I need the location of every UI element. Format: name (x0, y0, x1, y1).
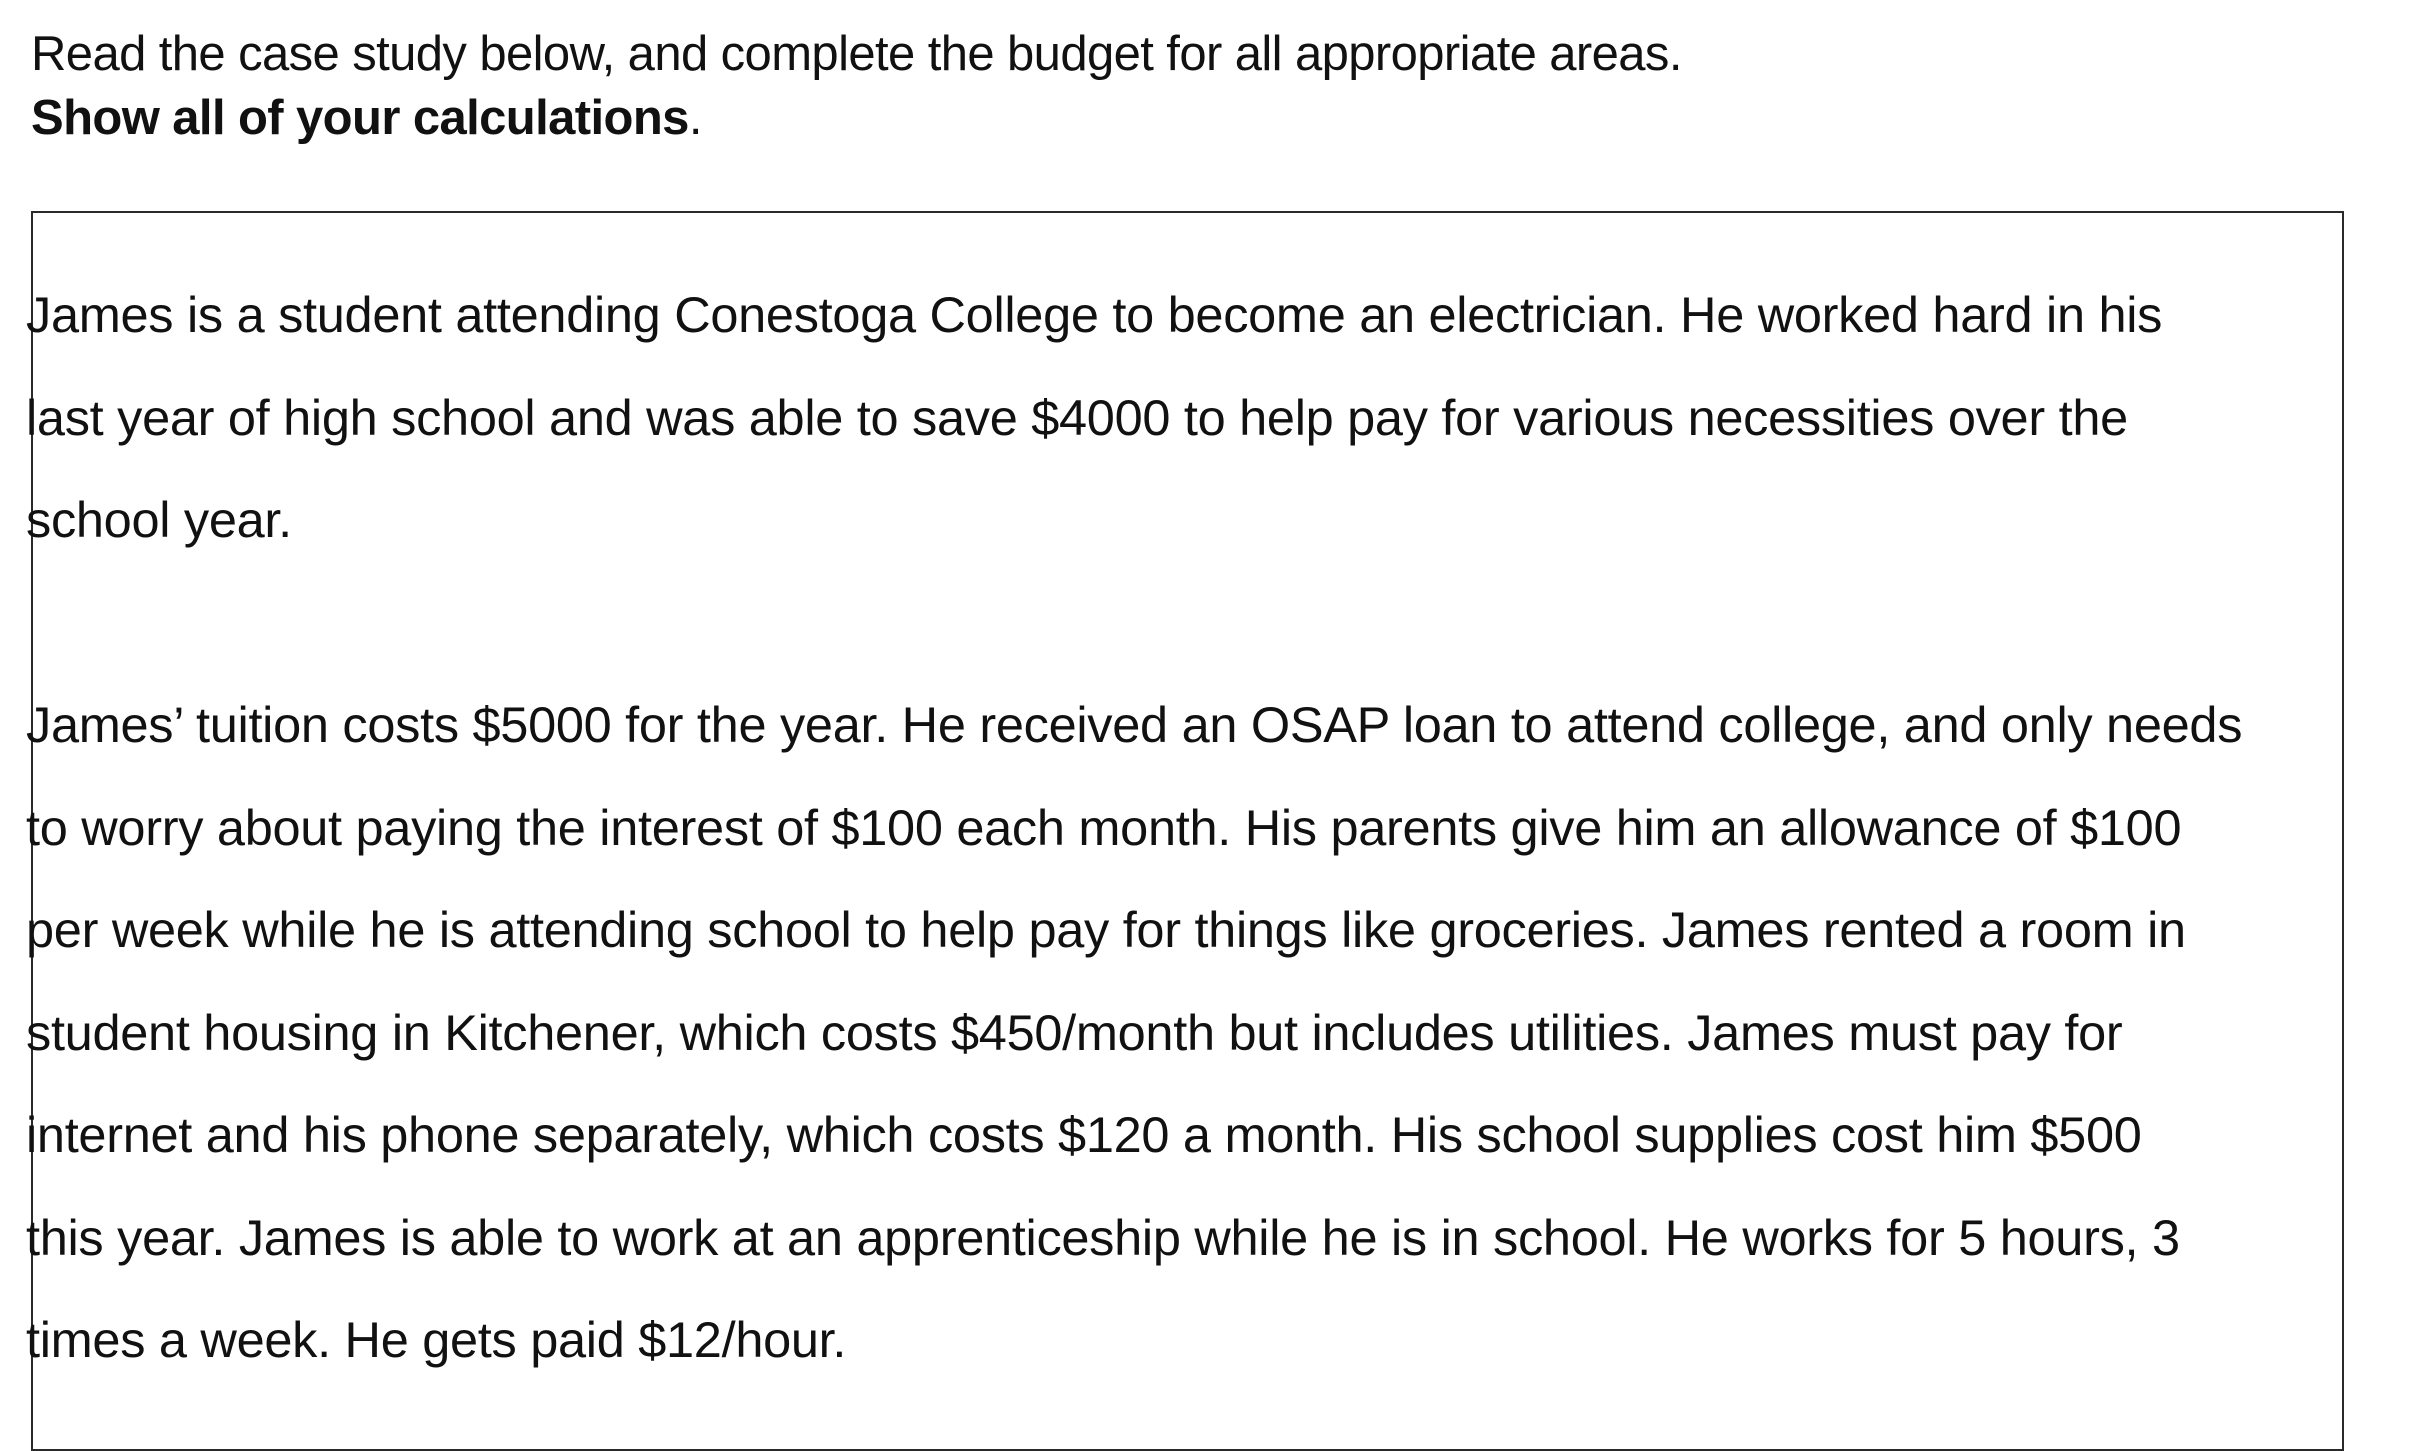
instructions (31, 22, 1682, 150)
text-line: per week while he is attending school to help pay for things like groceries. James rented a room in (26, 901, 2186, 958)
instruction-bold-text: Show all of your calculations (31, 91, 689, 145)
case-study-text (26, 264, 2326, 1392)
case-paragraph-expenses (26, 674, 2326, 1392)
text-line: James’ tuition costs $5000 for the year. He received an OSAP loan to attend college, and only needs (26, 696, 2243, 753)
text-line: this year. James is able to work at an apprenticeship while he is in school. He works for 5 hours, 3 (26, 1208, 2180, 1266)
text-line: James is a student attending Conestoga College to become an electrician. He worked hard in his (26, 286, 2163, 343)
instruction-emphasis-line (31, 86, 1682, 150)
text-line: last year of high school and was able to save $4000 to help pay for various necessities over the (26, 388, 2128, 446)
text-line: internet and his phone separately, which costs $120 a month. His school supplies cost him $500 (26, 1106, 2142, 1163)
text-line: to worry about paying the interest of $100 each month. His parents give him an allowance of $100 (26, 798, 2182, 856)
instruction-line: Read the case study below, and complete the budget for all appropriate areas. (31, 27, 1682, 81)
text-line: times a week. He gets paid $12/hour. (26, 1311, 847, 1368)
text-line: student housing in Kitchener, which costs $450/month but includes utilities. James must pay for (26, 1003, 2123, 1061)
text-line: school year. (26, 491, 292, 548)
case-paragraph-savings (26, 264, 2326, 572)
instruction-period: . (688, 91, 702, 145)
